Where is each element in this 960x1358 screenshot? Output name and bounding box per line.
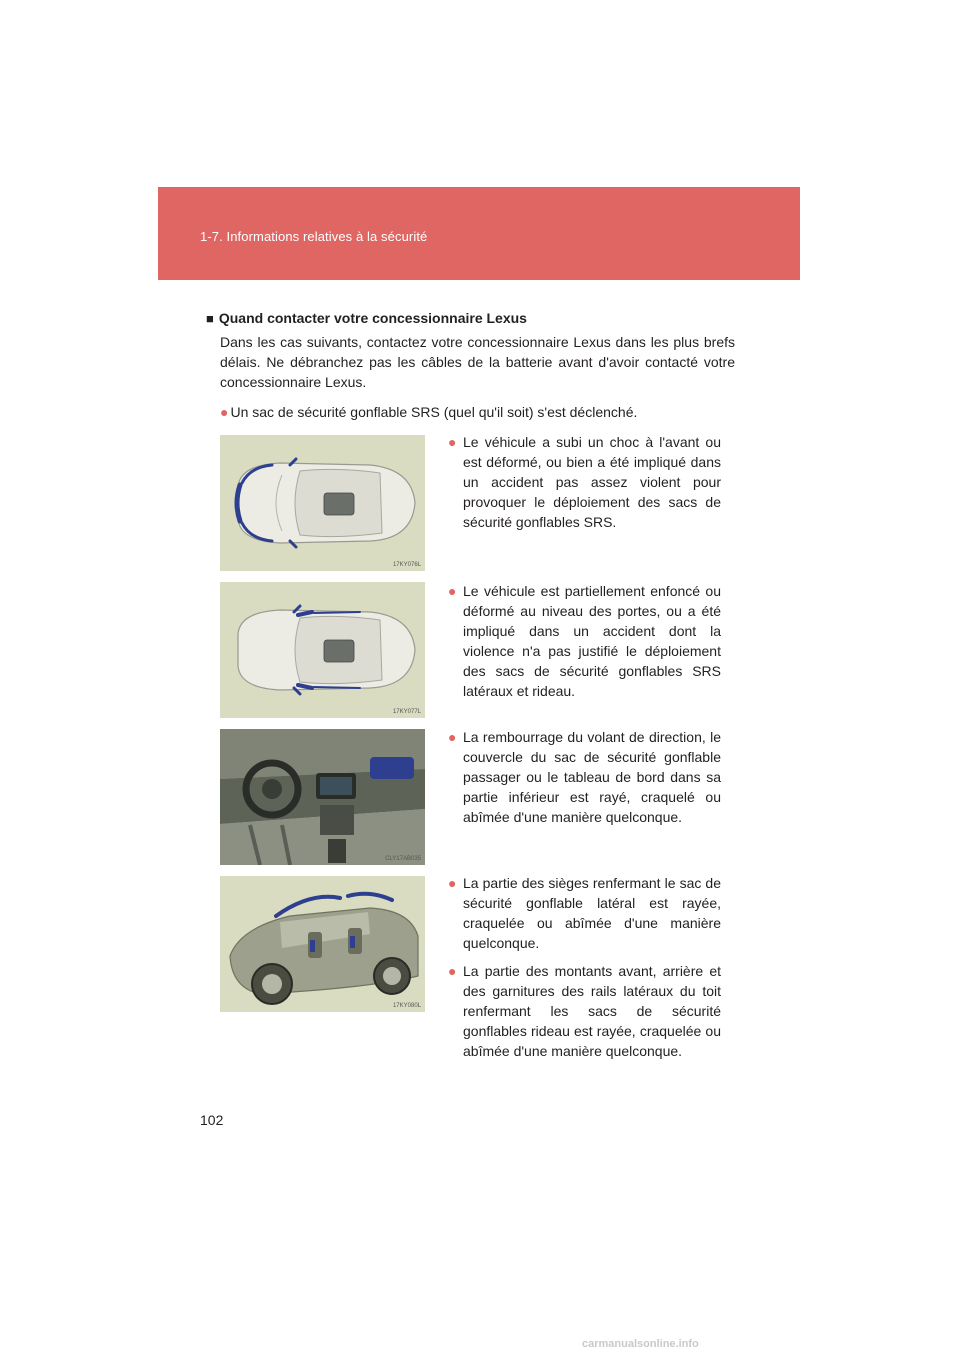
watermark: carmanualsonline.info xyxy=(582,1338,699,1350)
bullet-icon: ● xyxy=(220,404,229,420)
intro-paragraph: Dans les cas suivants, contactez votre concessionnaire Lexus dans les plus brefs délais. Ne débranchez pas les câbles de la batterie avant d'avoir contacté votre concessionnaire Lexus. xyxy=(220,334,735,390)
figure-code: 17KY077L xyxy=(392,709,421,715)
figure-code: 17KY080L xyxy=(392,1003,421,1009)
bullet-airbag-deployed xyxy=(220,402,740,422)
list-item-text: Le véhicule est partiellement enfoncé ou déformé au niveau des portes, ou a été impliqué dans un accident dont la violence n'a pas justifié le déploiement des sacs de sécurité gonflables SRS latéraux et rideau. xyxy=(463,583,721,699)
square-marker-icon: ■ xyxy=(206,311,214,326)
list-item-text: Le véhicule a subi un choc à l'avant ou est déformé, ou bien a été impliqué dans un accident pas assez violent pour provoquer le déploiement des sacs de sécurité gonflables SRS. xyxy=(463,434,721,530)
bullet-text: Un sac de sécurité gonflable SRS (quel qu'il soit) s'est déclenché. xyxy=(230,404,638,420)
list-item xyxy=(448,432,721,532)
list-item-text: La partie des sièges renfermant le sac de sécurité gonflable latéral est rayée, craquelée ou abîmée d'une manière quelconque. xyxy=(463,875,721,951)
figure-side-impact xyxy=(220,582,425,718)
figure-code: 17KY076L xyxy=(392,562,421,568)
bullet-icon: ● xyxy=(448,729,457,745)
figure-front-impact xyxy=(220,435,425,571)
list-item xyxy=(448,961,721,1061)
list-item-text: La rembourrage du volant de direction, le couvercle du sac de sécurité gonflable passager ou le tableau de bord dans sa partie inférieur est rayé, craquelé ou abîmée d'une manière quelconque. xyxy=(463,729,721,825)
bullet-icon: ● xyxy=(448,875,457,891)
subheading xyxy=(206,310,527,326)
list-item xyxy=(448,727,721,827)
bullet-icon: ● xyxy=(448,583,457,599)
section-title: 1-7. Informations relatives à la sécurité xyxy=(200,229,428,244)
list-item xyxy=(448,581,721,701)
figure-convertible xyxy=(220,876,425,1012)
bullet-icon: ● xyxy=(448,434,457,450)
list-item xyxy=(448,873,721,953)
figure-dashboard xyxy=(220,729,425,865)
subheading-text: Quand contacter votre concessionnaire Lexus xyxy=(218,310,527,326)
bullet-icon: ● xyxy=(448,963,457,979)
list-item-text: La partie des montants avant, arrière et des garnitures des rails latéraux du toit renfermant les sacs de sécurité gonflables rideau est rayée, craquelée ou abîmée d'une manière quelconque. xyxy=(463,963,721,1059)
page-number: 102 xyxy=(200,1112,224,1128)
figure-code: CLY17AB035 xyxy=(385,856,421,862)
